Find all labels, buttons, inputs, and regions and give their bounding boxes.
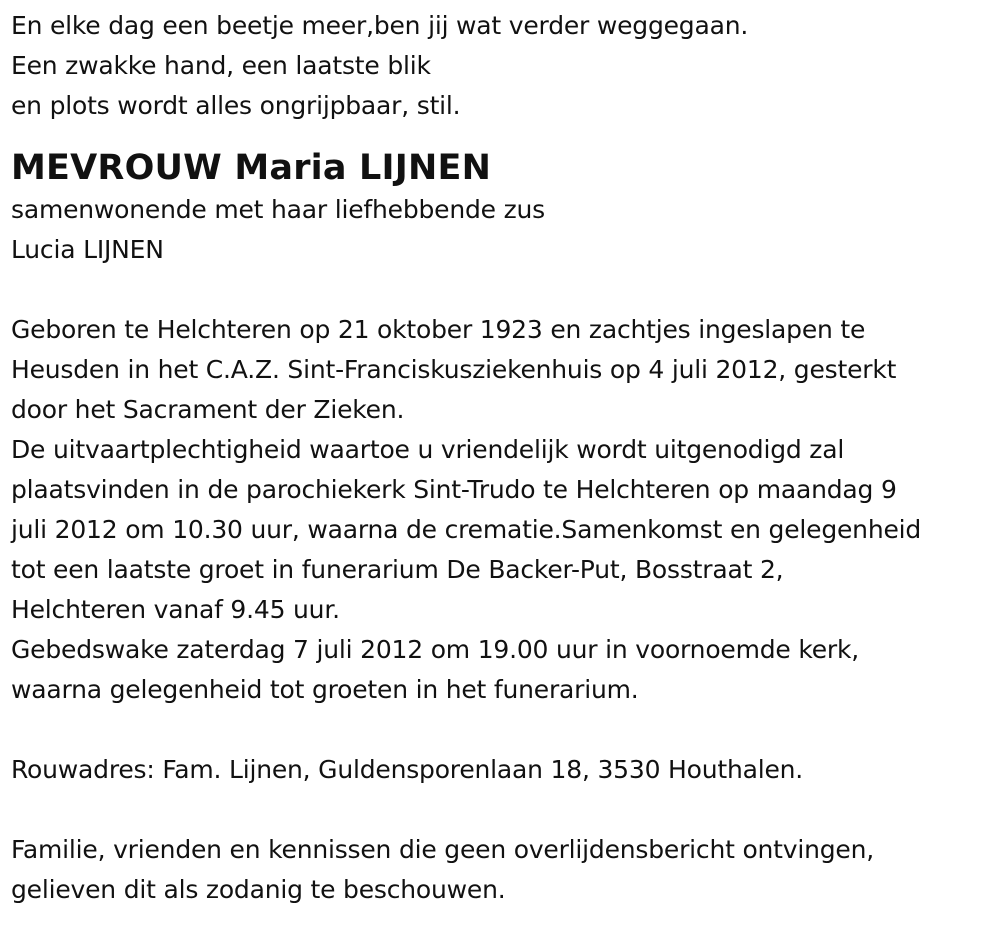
closing-line: Familie, vrienden en kennissen die geen overlijdensbericht ontvingen,: [11, 835, 875, 864]
body-line: waarna gelegenheid tot groeten in het funerarium.: [11, 675, 639, 704]
mourning-address: Rouwadres: Fam. Lijnen, Guldensporenlaan 18, 3530 Houthalen.: [11, 755, 804, 784]
spacer: [11, 790, 991, 830]
body-line: Gebedswake zaterdag 7 juli 2012 om 19.00 uur in voornoemde kerk,: [11, 635, 860, 664]
poem: [11, 6, 991, 126]
deceased-name: MEVROUW Maria LIJNEN: [11, 148, 492, 188]
body-line: juli 2012 om 10.30 uur, waarna de crematie.Samenkomst en gelegenheid: [11, 515, 922, 544]
body-line: plaatsvinden in de parochiekerk Sint-Trudo te Helchteren op maandag 9: [11, 475, 897, 504]
notice-body: [11, 310, 991, 710]
body-line: Geboren te Helchteren op 21 oktober 1923 en zachtjes ingeslapen te: [11, 315, 866, 344]
body-line: tot een laatste groet in funerarium De Backer-Put, Bosstraat 2,: [11, 555, 784, 584]
closing-line: gelieven dit als zodanig te beschouwen.: [11, 875, 506, 904]
body-line: De uitvaartplechtigheid waartoe u vriendelijk wordt uitgenodigd zal: [11, 435, 845, 464]
body-line: Helchteren vanaf 9.45 uur.: [11, 595, 340, 624]
poem-line: en plots wordt alles ongrijpbaar, stil.: [11, 91, 461, 120]
poem-line: Een zwakke hand, een laatste blik: [11, 51, 431, 80]
closing-note: [11, 830, 991, 910]
body-line: Heusden in het C.A.Z. Sint-Franciskusziekenhuis op 4 juli 2012, gesterkt: [11, 355, 897, 384]
body-line: door het Sacrament der Zieken.: [11, 395, 405, 424]
death-notice: [11, 6, 991, 910]
spacer: [11, 270, 991, 310]
relation-name: Lucia LIJNEN: [11, 235, 164, 264]
spacer: [11, 710, 991, 750]
poem-line: En elke dag een beetje meer,ben jij wat verder weggegaan.: [11, 11, 749, 40]
relation-line: samenwonende met haar liefhebbende zus: [11, 195, 545, 224]
